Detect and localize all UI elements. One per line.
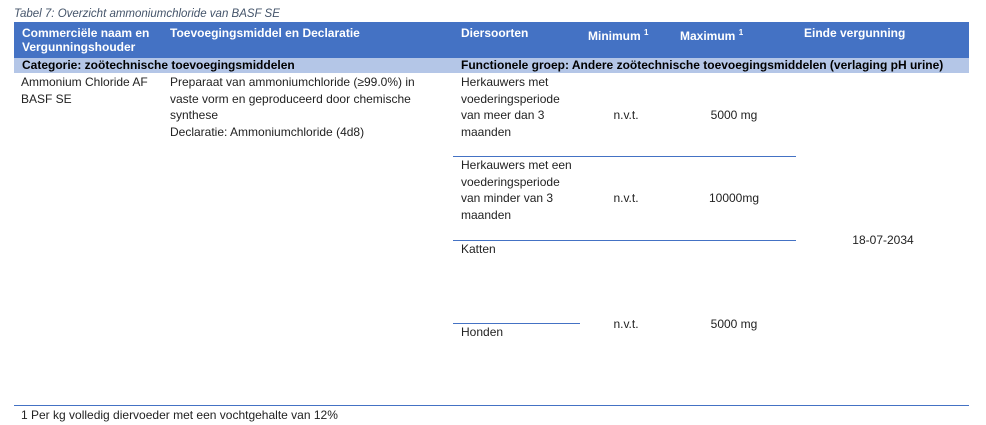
header-minimum — [588, 26, 668, 43]
species-cell: Herkauwers met voederingsperiode van meer dan 3 maanden — [461, 75, 560, 139]
category-bar — [14, 58, 969, 73]
header-species: Diersoorten — [461, 26, 529, 40]
header-maximum-label: Maximum — [680, 29, 736, 43]
table-header — [14, 22, 969, 58]
minimum-cell: n.v.t. — [613, 108, 639, 122]
product-name: Ammonium Chloride AF BASF SE — [21, 75, 148, 106]
category-label: Categorie: zoötechnische toevoegingsmiddelen — [22, 58, 295, 72]
species-cell: Honden — [461, 325, 504, 339]
footnote-marker-min: 1 — [644, 28, 649, 37]
table-bottom-rule — [14, 405, 969, 406]
product-preparation: Preparaat van ammoniumchloride (≥99.0%) in vaste vorm en geproduceerd door chemische synthese — [170, 75, 415, 122]
species-cell: Herkauwers met een voederingsperiode van minder van 3 maanden — [461, 158, 572, 222]
header-expiry: Einde vergunning — [804, 26, 906, 40]
minimum-cell: n.v.t. — [613, 191, 639, 205]
product-declaration: Declaratie: Ammoniumchloride (4d8) — [170, 125, 365, 139]
maximum-cell: 10000mg — [708, 191, 760, 205]
functional-group-label: Functionele groep: Andere zoötechnische toevoegingsmiddelen (verlaging pH urine) — [461, 58, 944, 72]
table-caption: Tabel 7: Overzicht ammoniumchloride van BASF SE — [14, 8, 280, 20]
header-additive: Toevoegingsmiddel en Declaratie — [170, 26, 360, 40]
maximum-cell: 5000 mg — [710, 108, 758, 122]
header-name: Commerciële naam en Vergunningshouder — [22, 26, 150, 54]
footnote: 1 Per kg volledig diervoeder met een vochtgehalte van 12% — [21, 408, 338, 422]
footnote-marker-max: 1 — [738, 28, 744, 37]
maximum-cell: 5000 mg — [710, 317, 758, 331]
header-maximum — [680, 26, 760, 43]
minimum-cell: n.v.t. — [613, 317, 639, 331]
species-cell: Katten — [461, 242, 496, 256]
header-minimum-label: Minimum — [588, 29, 641, 43]
expiry-date: 18-07-2034 — [852, 233, 914, 247]
